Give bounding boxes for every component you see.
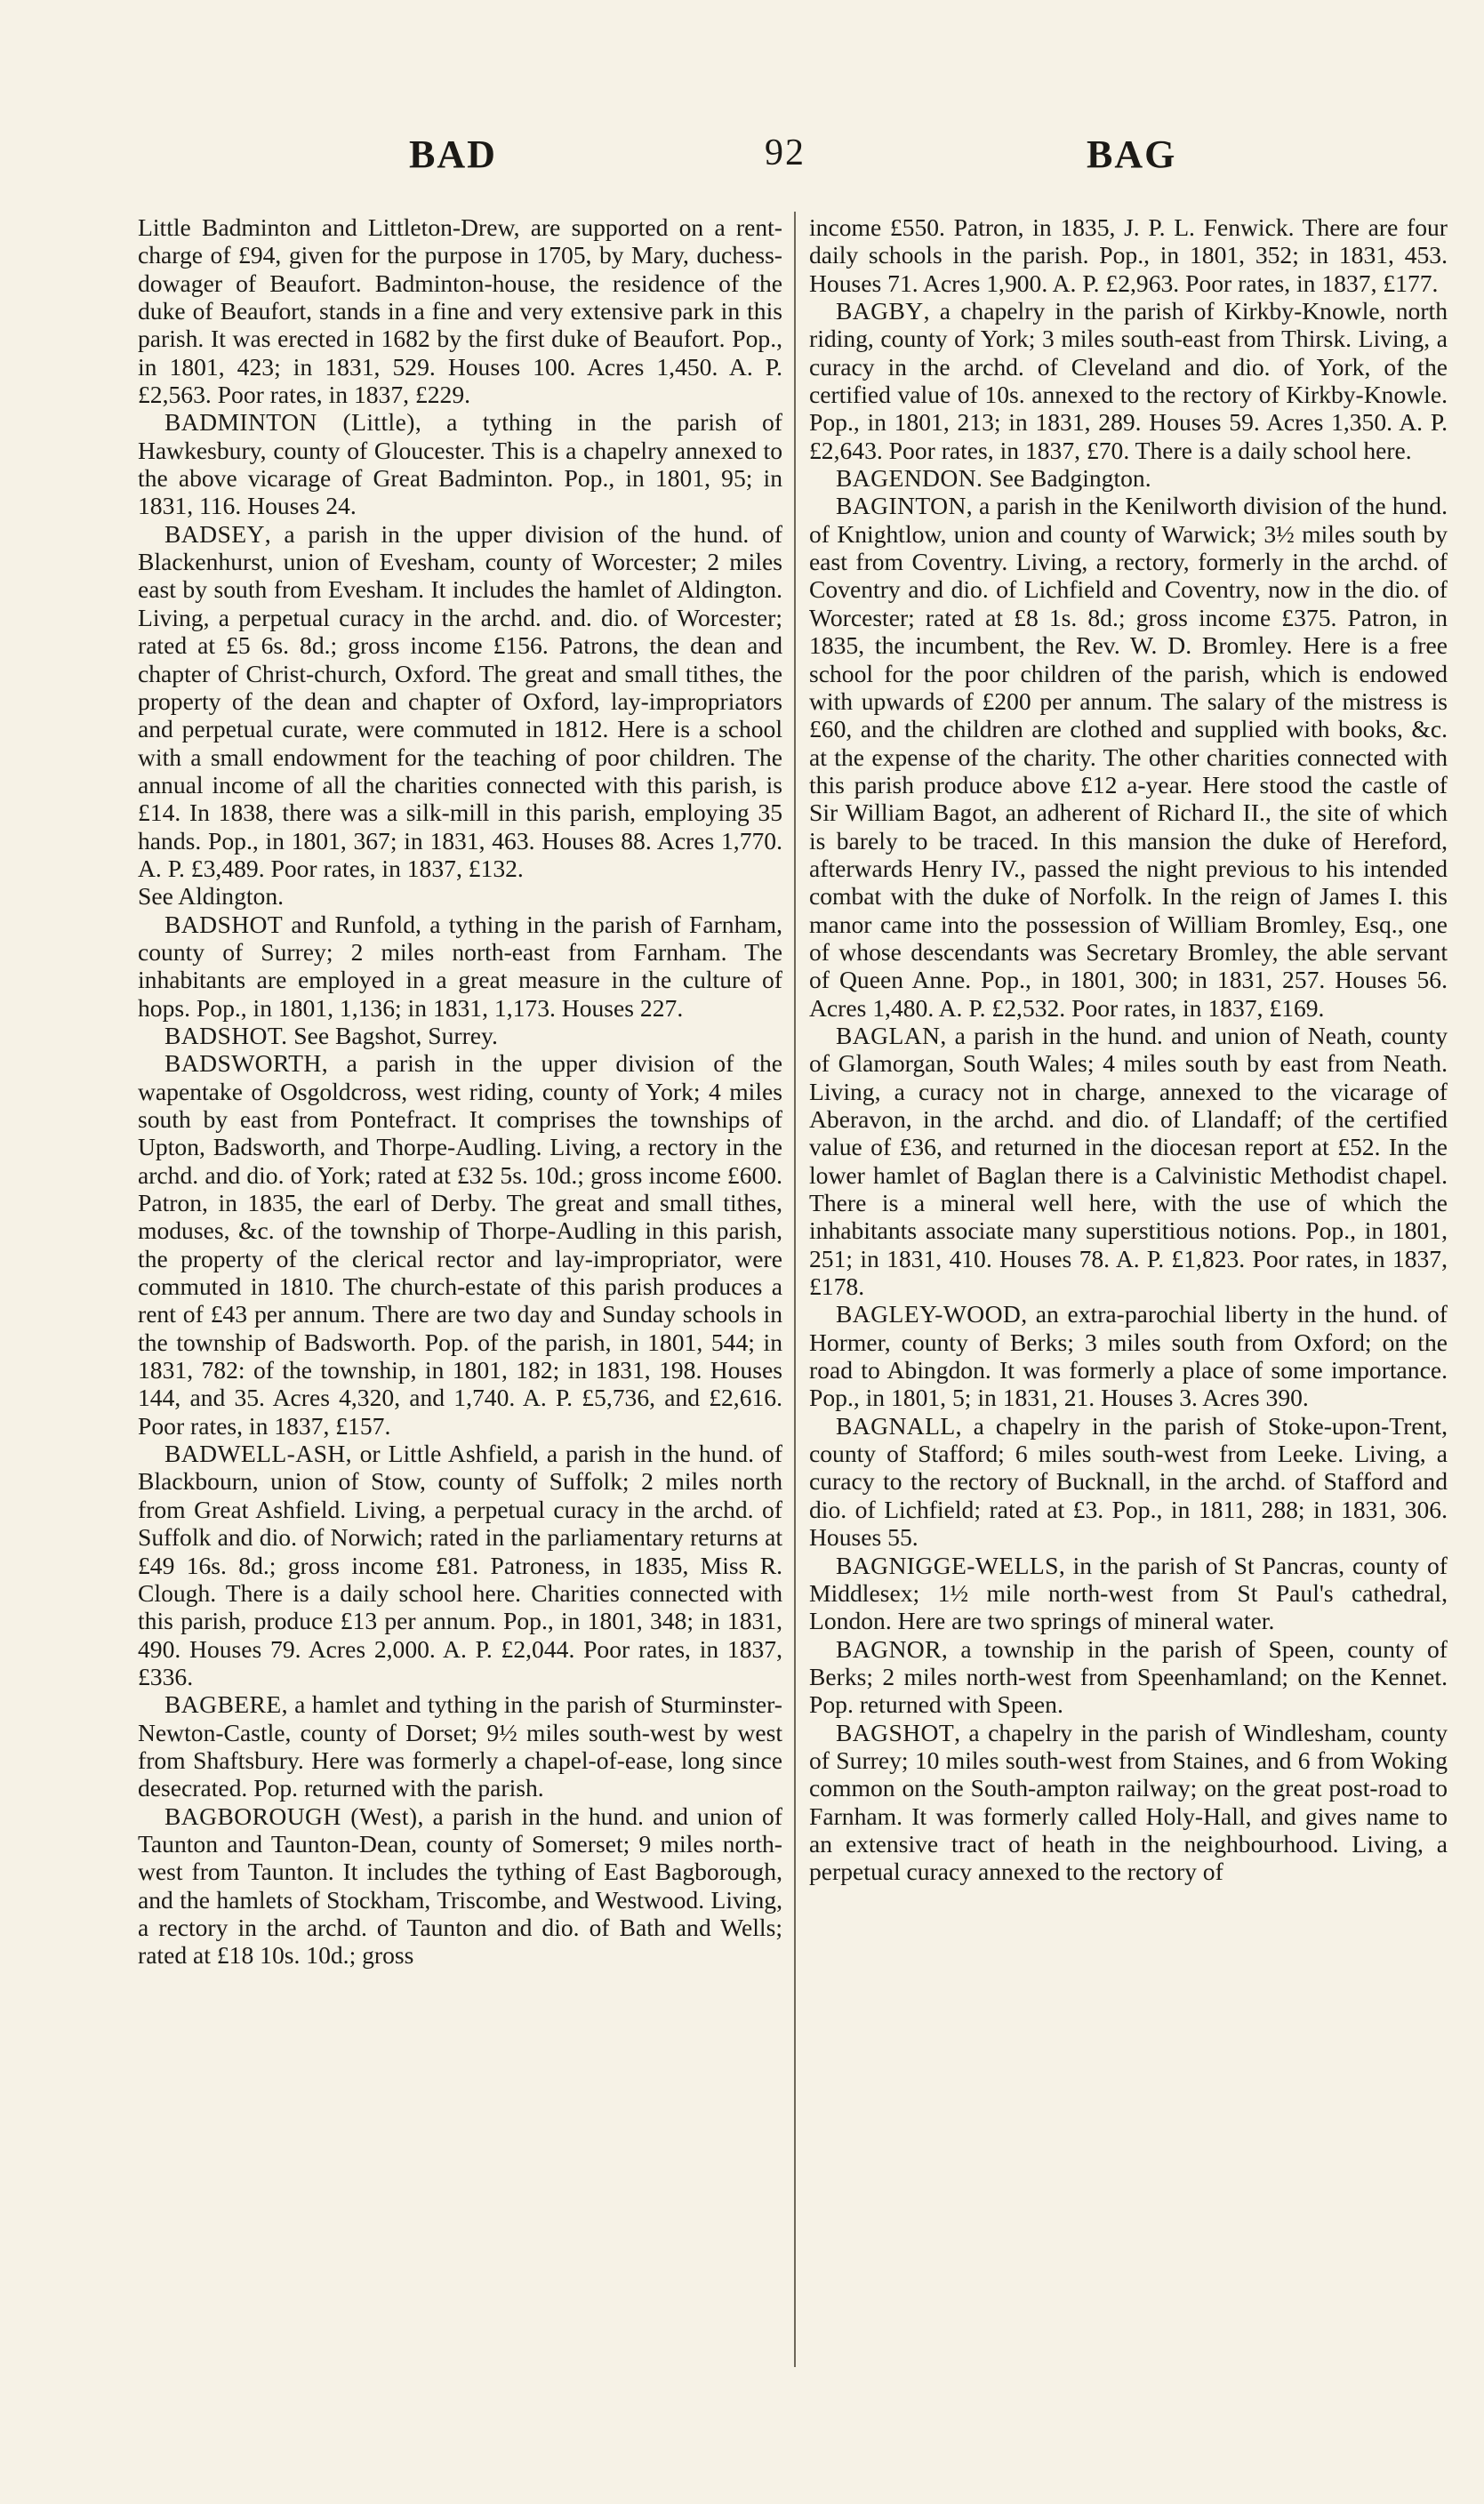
gazetteer-entry: [138, 1440, 782, 1690]
entry-headword: BAGLAN: [836, 1021, 941, 1049]
entry-text: , a parish in the upper division of the hund. of Blackenhurst, union of Evesham, county of Worcester; 2 miles east by south from Evesham. It includes the hamlet of Aldington. Living, a perpetual curacy in the archd. and. dio. of Worcester; rated at £5 6s. 8d.; gross income £156. Patrons, the dean and chapter of Christ-church, Oxford. The great and small tithes, the property of the dean and chapter of Oxford, lay-impropriators and perpetual curate, were commuted in 1812. Here is a school with a small endowment for the teaching of poor children. The annual income of all the charities connected with this parish, is £14. In 1838, there was a silk-mill in this parish, employing 35 hands. Pop., in 1801, 367; in 1831, 463. Houses 88. Acres 1,770. A. P. £3,489. Poor rates, in 1837, £132.: [138, 519, 782, 882]
entry-headword: BADSHOT.: [164, 1021, 288, 1049]
entry-text: , a parish in the upper division of the wapentake of Osgoldcross, west riding, county of York; 4 miles south by east from Pontefract. It comprises the townships of Upton, Badsworth, and Thorpe-Audling. Living, a rectory in the archd. and dio. of York; rated at £32 5s. 10d.; gross income £600. Patron, in 1835, the earl of Derby. The great and small tithes, moduses, &c. of the township of Thorpe-Audling in this parish, the property of the clerical rector and lay-impropriator, were commuted in 1810. The church-estate of this parish produces a rent of £43 per annum. There are two day and Sunday schools in the township of Badsworth. Pop. of the parish, in 1801, 544; in 1831, 782: of the township, in 1801, 182; in 1831, 198. Houses 144, and 35. Acres 4,320, and 1,740. A. P. £5,736, and £2,616. Poor rates, in 1837, £157.: [138, 1049, 782, 1440]
entry-headword: BAGINTON: [836, 492, 967, 520]
entry-headword: BAGNALL: [836, 1411, 956, 1440]
entry-headword: BAGBOROUGH (West): [164, 1802, 418, 1830]
entry-text: Little Badminton and Littleton-Drew, are supported on a rent-charge of £94, given for the purpose in 1705, by Mary, duchess-dowager of Beaufort. Badminton-house, the residence of the duke of Beaufort, stands in a fine and very extensive park in this parish. It was erected in 1682 by the first duke of Beaufort. Pop., in 1801, 423; in 1831, 529. Houses 100. Acres 1,450. A. P. £2,563. Poor rates, in 1837, £229.: [138, 213, 782, 409]
cross-reference: See Aldington.: [138, 882, 285, 911]
entry-text: , a chapelry in the parish of Stoke-upon-Trent, county of Stafford; 6 miles south-west from Leeke. Living, a curacy to the rectory of Bucknall, in the archd. of Stafford and dio. of Lichfield; rated at £3. Pop., in 1811, 288; in 1831, 306. Houses 55.: [809, 1411, 1448, 1552]
entry-text: , a chapelry in the parish of Kirkby-Knowle, north riding, county of York; 3 miles south-east from Thirsk. Living, a curacy in the archd. of Cleveland and dio. of York, of the certified value of 10s. annexed to the rectory of Kirkby-Knowle. Pop., in 1801, 213; in 1831, 289. Houses 59. Acres 1,350. A. P. £2,643. Poor rates, in 1837, £70. There is a daily school here.: [809, 297, 1448, 464]
entry-text: , a tything in the parish of Hawkesbury, county of Gloucester. This is a chapelry annexed to the above vicarage of Great Badminton. Pop., in 1801, 95; in 1831, 116. Houses 24.: [138, 408, 782, 520]
entry-text: , in the parish of St Pancras, county of Middlesex; 1½ mile north-west from St Paul's cathedral, London. Here are two springs of mineral water.: [809, 1551, 1448, 1635]
entry-text: , a hamlet and tything in the parish of Sturminster-Newton-Castle, county of Dorset; 9½ miles south-west by west from Shaftsbury. Here was formerly a chapel-of-ease, long since desecrated. Pop. returned with the parish.: [138, 1690, 782, 1802]
entry-text: , a parish in the hund. and union of Taunton and Taunton-Dean, county of Somerset; 9 miles north-west from Taunton. It includes the tything of East Bagborough, and the hamlets of Stockham, Triscombe, and Westwood. Living, a rectory in the archd. of Taunton and dio. of Bath and Wells; rated at £18 10s. 10d.; gross: [138, 1802, 782, 1970]
header-right-catchword: BAG: [1087, 132, 1177, 176]
entry-text: , a parish in the Kenilworth division of the hund. of Knightlow, union and county of Warwick; 3½ miles south by east from Coventry. Living, a rectory, formerly in the archd. of Coventry and dio. of Lichfield and Coventry, now in the dio. of Worcester; rated at £8 1s. 8d.; gross income £375. Patron, in 1835, the incumbent, the Rev. W. D. Bromley. Here is a free school for the poor children of the parish, which is endowed with upwards of £200 per annum. The salary of the mistress is £60, and the children are clothed and supplied with books, &c. at the expense of the charity. The other charities connected with this parish produce above £12 a-year. Here stood the castle of Sir William Bagot, an adherent of Richard II., the site of which is barely to be traced. In this mansion the duke of Hereford, afterwards Henry IV., passed the night previous to his intended combat with the duke of Norfolk. In the reign of James I. this manor came into the possession of William Bromley, Esq., one of whose descendants was Secretary Bromley, the able servant of Queen Anne. Pop., in 1801, 300; in 1831, 257. Houses 56. Acres 1,480. A. P. £2,532. Poor rates, in 1837, £169.: [809, 492, 1448, 1022]
entry-headword: BAGNOR: [836, 1634, 942, 1663]
gazetteer-entry: [809, 464, 1448, 492]
gazetteer-entry: [809, 1412, 1448, 1552]
column-divider: [794, 212, 796, 2367]
left-column: [138, 213, 782, 1970]
entry-text: , or Little Ashfield, a parish in the hund. of Blackbourn, union of Stow, county of Suffolk; 2 miles north from Great Ashfield. Living, a perpetual curacy in the archd. of Suffolk and dio. of Norwich; rated in the parliamentary returns at £49 16s. 8d.; gross income £81. Patroness, in 1835, Miss R. Clough. There is a daily school here. Charities connected with this parish, produce £13 per annum. Pop., in 1801, 348; in 1831, 490. Houses 79. Acres 2,000. A. P. £2,044. Poor rates, in 1837, £336.: [138, 1440, 782, 1690]
gazetteer-entry: [138, 1022, 782, 1049]
gazetteer-entry: [809, 1719, 1448, 1886]
gazetteer-entry: [138, 520, 782, 882]
header-left-catchword: BAD: [409, 132, 497, 176]
gazetteer-entry: [809, 1300, 1448, 1411]
running-header: [0, 132, 1484, 185]
gazetteer-entry: [138, 911, 782, 1022]
entry-text: See Bagshot, Surrey.: [287, 1021, 498, 1049]
entry-headword: BAGSHOT: [836, 1718, 955, 1746]
entry-headword: BADSHOT: [164, 910, 284, 938]
continued-entry: [809, 213, 1448, 297]
entry-headword: BAGBY: [836, 297, 924, 325]
entry-headword: BAGBERE: [164, 1690, 282, 1719]
entry-headword: BAGENDON.: [836, 464, 983, 493]
entry-text: , a parish in the hund. and union of Neath, county of Glamorgan, South Wales; 4 miles south by east from Neath. Living, a curacy not in charge, annexed to the vicarage of Aberavon, in the archd. and dio. of Llandaff; of the certified value of £36, and returned in the diocesan report at £52. In the lower hamlet of Baglan there is a Calvinistic Methodist chapel. There is a mineral well here, with the use of which the inhabitants associate many superstitious notions. Pop., in 1801, 251; in 1831, 410. Houses 78. A. P. £1,823. Poor rates, in 1837, £178.: [809, 1021, 1448, 1301]
gazetteer-entry: [809, 297, 1448, 464]
gazetteer-entry: [809, 1022, 1448, 1300]
entry-headword: BADMINTON (Little): [164, 408, 415, 437]
entry-headword: BADSEY: [164, 519, 265, 548]
entry-text: , a chapelry in the parish of Windlesham, county of Surrey; 10 miles south-west from Staines, and 6 from Woking common on the South-ampton railway; on the great post-road to Farnham. It was formerly called Holy-Hall, and gives name to an extensive tract of heath in the neighbourhood. Living, a perpetual curacy annexed to the rectory of: [809, 1718, 1448, 1886]
entry-text: income £550. Patron, in 1835, J. P. L. Fenwick. There are four daily schools in the parish. Pop., in 1801, 352; in 1831, 453. Houses 71. Acres 1,900. A. P. £2,963. Poor rates, in 1837, £177.: [809, 213, 1448, 297]
gazetteer-entry: [138, 408, 782, 519]
entry-text: , a township in the parish of Speen, county of Berks; 2 miles north-west from Speenhamland; on the Kennet. Pop. returned with Speen.: [809, 1634, 1448, 1719]
page-number: 92: [765, 132, 806, 173]
continued-entry: [138, 213, 782, 408]
gazetteer-entry: [138, 1049, 782, 1440]
right-column: [809, 213, 1448, 1886]
gazetteer-entry: [809, 1635, 1448, 1719]
entry-headword: BAGLEY-WOOD: [836, 1300, 1022, 1328]
gazetteer-entry: [138, 1690, 782, 1802]
entry-headword: BAGNIGGE-WELLS: [836, 1551, 1059, 1579]
gazetteer-entry: [138, 1802, 782, 1970]
gazetteer-entry: [809, 1552, 1448, 1635]
entry-text: , an extra-parochial liberty in the hund. of Hormer, county of Berks; 3 miles south from Oxford; on the road to Abingdon. It was formerly a place of some importance. Pop., in 1801, 5; in 1831, 21. Houses 3. Acres 390.: [809, 1300, 1448, 1412]
entry-headword: BADWELL-ASH: [164, 1440, 346, 1468]
gazetteer-entry: [809, 492, 1448, 1022]
entry-headword: BADSWORTH: [164, 1049, 322, 1078]
entry-text: See Badgington.: [983, 464, 1151, 493]
entry-text: and Runfold, a tything in the parish of Farnham, county of Surrey; 2 miles north-east from Farnham. The inhabitants are employed in a great measure in the culture of hops. Pop., in 1801, 1,136; in 1831, 1,173. Houses 227.: [138, 910, 782, 1022]
